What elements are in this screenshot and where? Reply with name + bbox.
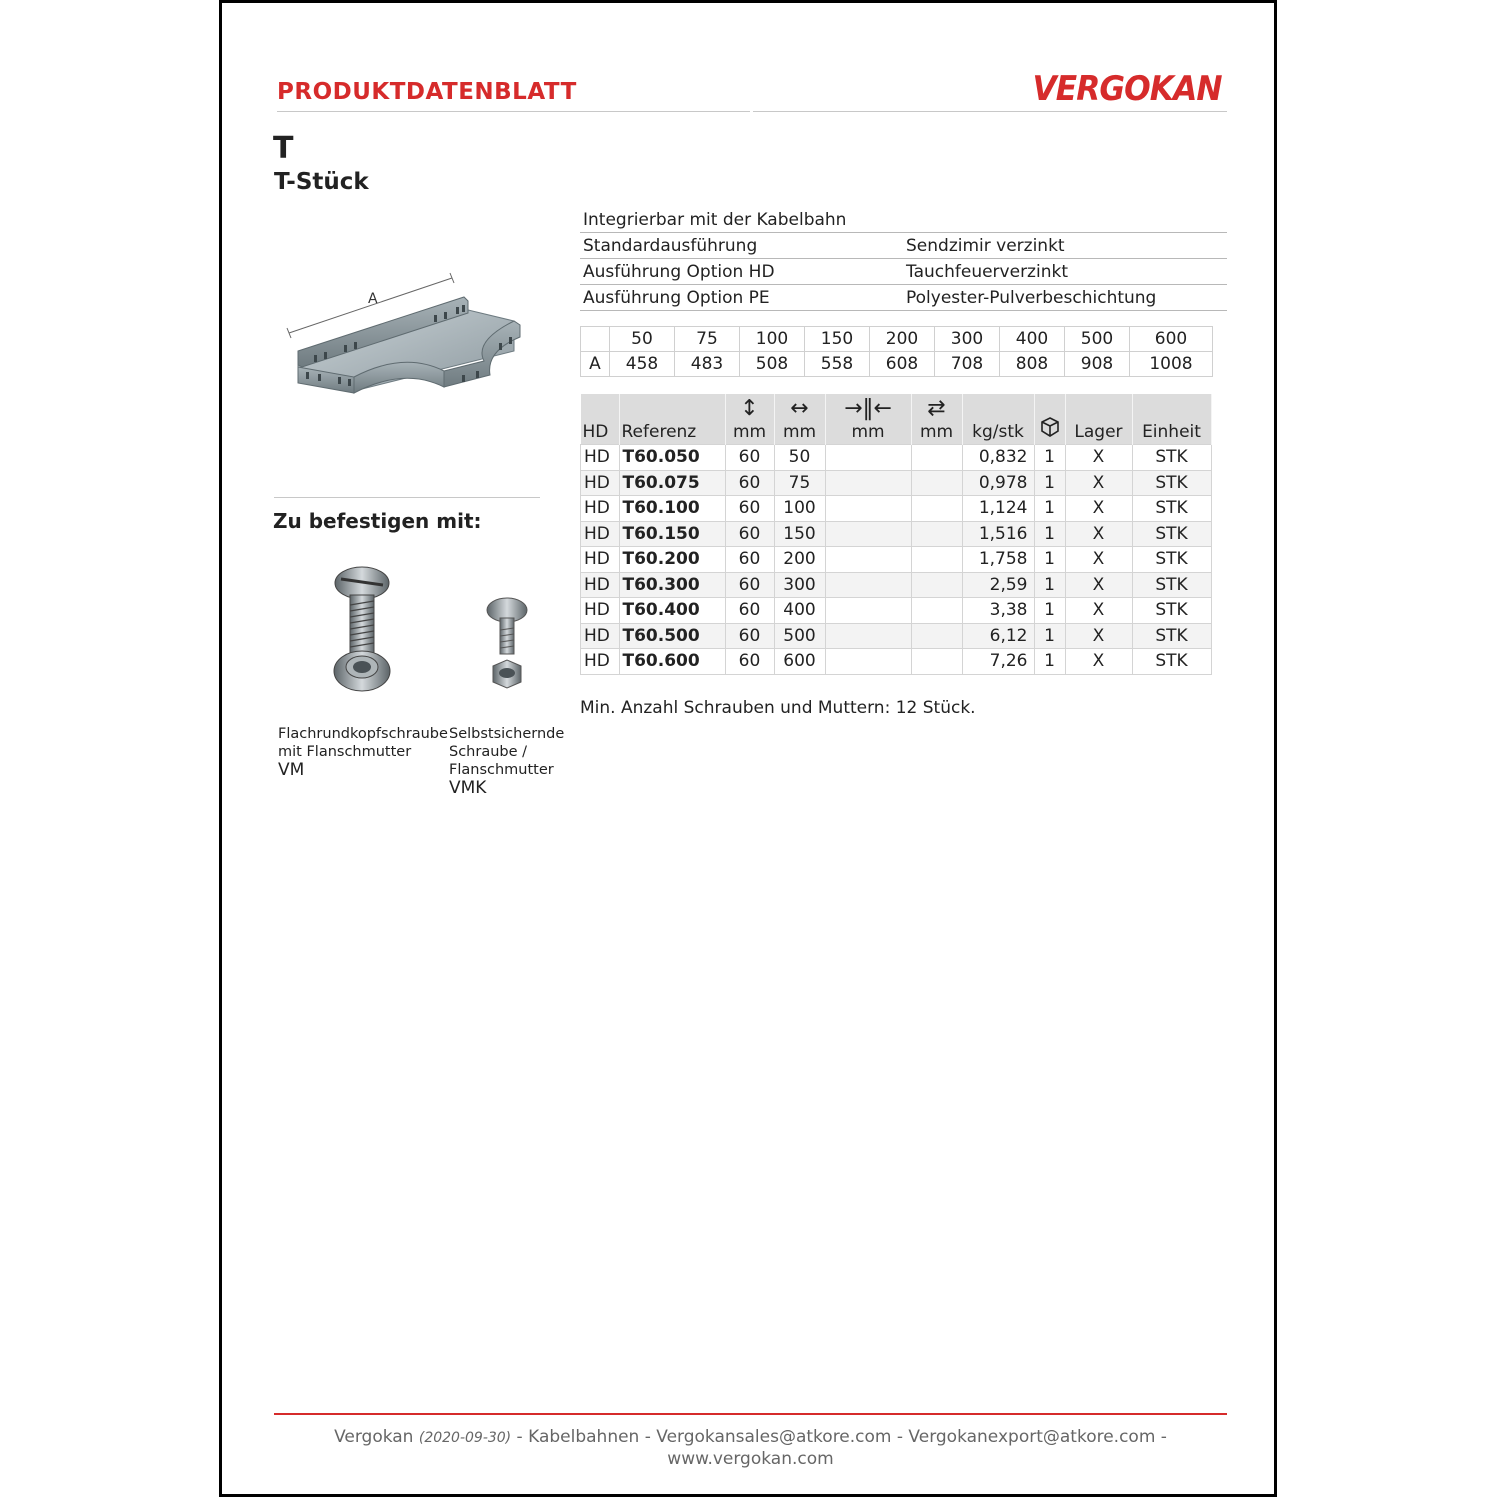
col-pack xyxy=(1034,394,1065,445)
dimension-width-cell: 300 xyxy=(935,327,1000,352)
fixing-item-vm xyxy=(278,725,448,779)
dimension-a-cell: 908 xyxy=(1065,352,1130,377)
cell-width: 500 xyxy=(774,623,825,649)
cell-referenz: T60.050 xyxy=(619,445,725,471)
col-swap-unit: mm xyxy=(919,422,954,442)
col-gap xyxy=(825,394,911,445)
dimension-a-cell: 808 xyxy=(1000,352,1065,377)
footer-date: (2020-09-30) xyxy=(418,1430,512,1446)
dimension-width-cell: 75 xyxy=(675,327,740,352)
cell-einheit: STK xyxy=(1132,470,1211,496)
cell-hd: HD xyxy=(581,572,620,598)
cell-einheit: STK xyxy=(1132,598,1211,624)
table-row xyxy=(581,572,1212,598)
min-screws-note: Min. Anzahl Schrauben und Muttern: 12 Stück. xyxy=(580,698,976,718)
fixing-divider xyxy=(274,497,540,498)
dimension-a-cell: 458 xyxy=(610,352,675,377)
cell-hd: HD xyxy=(581,649,620,675)
cell-width: 50 xyxy=(774,445,825,471)
spec-value xyxy=(903,207,1227,233)
t-piece-drawing xyxy=(284,271,524,401)
cell-swap xyxy=(911,572,962,598)
cell-height: 60 xyxy=(725,445,774,471)
spec-value: Tauchfeuerverzinkt xyxy=(903,259,1227,285)
cell-width: 600 xyxy=(774,649,825,675)
cell-weight: 1,758 xyxy=(962,547,1034,573)
cell-width: 300 xyxy=(774,572,825,598)
fixing-title: Zu befestigen mit: xyxy=(273,509,482,533)
cell-referenz: T60.100 xyxy=(619,496,725,522)
horizontal-arrow-icon: ↔ xyxy=(790,396,809,421)
fixing-item-label: mit Flanschmutter xyxy=(278,744,412,760)
table-row xyxy=(581,623,1212,649)
cell-width: 100 xyxy=(774,496,825,522)
cell-gap xyxy=(825,598,911,624)
footer-divider xyxy=(274,1413,1227,1415)
table-row xyxy=(581,470,1212,496)
cell-weight: 7,26 xyxy=(962,649,1034,675)
dimension-corner-cell xyxy=(581,327,610,352)
cell-gap xyxy=(825,521,911,547)
dimension-a-cell: 708 xyxy=(935,352,1000,377)
fixing-item-vmk xyxy=(449,725,579,797)
vertical-arrow-icon: ↕ xyxy=(740,396,759,421)
col-referenz: Referenz xyxy=(619,394,725,445)
dimension-width-cell: 200 xyxy=(870,327,935,352)
cell-einheit: STK xyxy=(1132,649,1211,675)
col-einheit: Einheit xyxy=(1132,394,1211,445)
dimension-table xyxy=(580,326,1213,377)
cell-height: 60 xyxy=(725,623,774,649)
cell-width: 75 xyxy=(774,470,825,496)
cell-pack: 1 xyxy=(1034,547,1065,573)
vergokan-logo: VERGOKAN xyxy=(1032,69,1222,109)
cell-referenz: T60.600 xyxy=(619,649,725,675)
dimension-width-cell: 400 xyxy=(1000,327,1065,352)
fixing-item-label: Flanschmutter xyxy=(449,762,554,778)
table-row xyxy=(581,649,1212,675)
dimension-a-cell: 1008 xyxy=(1130,352,1213,377)
cell-weight: 1,124 xyxy=(962,496,1034,522)
document-title: PRODUKTDATENBLATT xyxy=(277,79,577,105)
cell-height: 60 xyxy=(725,572,774,598)
spec-row xyxy=(580,207,1227,233)
cell-height: 60 xyxy=(725,649,774,675)
spec-label: Ausführung Option PE xyxy=(580,285,903,311)
cell-pack: 1 xyxy=(1034,470,1065,496)
datasheet-page xyxy=(219,0,1277,1497)
cell-gap xyxy=(825,470,911,496)
cell-weight: 6,12 xyxy=(962,623,1034,649)
spec-label: Ausführung Option HD xyxy=(580,259,903,285)
cell-width: 400 xyxy=(774,598,825,624)
cell-weight: 0,832 xyxy=(962,445,1034,471)
fixing-item-label: Flachrundkopfschraube xyxy=(278,726,448,742)
dimension-a-row xyxy=(581,352,1213,377)
cell-lager: X xyxy=(1065,470,1132,496)
swap-arrows-icon: ⇄ xyxy=(927,396,946,421)
spec-row xyxy=(580,259,1227,285)
dimension-a-label: A xyxy=(368,291,378,307)
cell-gap xyxy=(825,572,911,598)
cell-gap xyxy=(825,445,911,471)
cell-gap xyxy=(825,649,911,675)
cell-hd: HD xyxy=(581,445,620,471)
cell-lager: X xyxy=(1065,572,1132,598)
cell-lager: X xyxy=(1065,598,1132,624)
col-weight: kg/stk xyxy=(962,394,1034,445)
table-row xyxy=(581,496,1212,522)
dimension-width-cell: 50 xyxy=(610,327,675,352)
cell-height: 60 xyxy=(725,521,774,547)
spec-row xyxy=(580,285,1227,311)
product-table-header xyxy=(581,394,1212,445)
spec-table xyxy=(580,207,1227,311)
col-width xyxy=(774,394,825,445)
cell-pack: 1 xyxy=(1034,445,1065,471)
cell-hd: HD xyxy=(581,496,620,522)
col-width-unit: mm xyxy=(782,422,817,442)
table-row xyxy=(581,598,1212,624)
cell-pack: 1 xyxy=(1034,598,1065,624)
cell-pack: 1 xyxy=(1034,623,1065,649)
table-row xyxy=(581,445,1212,471)
dimension-width-cell: 500 xyxy=(1065,327,1130,352)
cell-lager: X xyxy=(1065,649,1132,675)
dimension-width-cell: 600 xyxy=(1130,327,1213,352)
table-row xyxy=(581,521,1212,547)
footer-website[interactable]: www.vergokan.com xyxy=(667,1449,834,1469)
footer-contacts: - Kabelbahnen - Vergokansales@atkore.com - Vergokanexport@atkore.com - xyxy=(511,1427,1167,1447)
header-divider-left xyxy=(277,111,750,112)
cell-swap xyxy=(911,470,962,496)
cell-height: 60 xyxy=(725,496,774,522)
cell-gap xyxy=(825,496,911,522)
cell-referenz: T60.200 xyxy=(619,547,725,573)
cell-einheit: STK xyxy=(1132,496,1211,522)
cell-referenz: T60.300 xyxy=(619,572,725,598)
col-height-unit: mm xyxy=(732,422,767,442)
cell-referenz: T60.400 xyxy=(619,598,725,624)
header-divider-right xyxy=(753,111,1227,112)
cell-hd: HD xyxy=(581,547,620,573)
spec-label: Integrierbar mit der Kabelbahn xyxy=(580,207,903,233)
cell-gap xyxy=(825,623,911,649)
product-table xyxy=(580,394,1212,675)
cell-width: 150 xyxy=(774,521,825,547)
cell-pack: 1 xyxy=(1034,649,1065,675)
spec-label: Standardausführung xyxy=(580,233,903,259)
cell-pack: 1 xyxy=(1034,572,1065,598)
cell-swap xyxy=(911,623,962,649)
cell-lager: X xyxy=(1065,445,1132,471)
col-swap xyxy=(911,394,962,445)
spec-value: Polyester-Pulverbeschichtung xyxy=(903,285,1227,311)
dimension-a-label: A xyxy=(581,352,610,377)
col-height xyxy=(725,394,774,445)
cell-hd: HD xyxy=(581,521,620,547)
cell-swap xyxy=(911,496,962,522)
dimension-a-cell: 608 xyxy=(870,352,935,377)
fixing-item-code: VM xyxy=(278,760,305,780)
dimension-a-cell: 508 xyxy=(740,352,805,377)
fixing-item-code: VMK xyxy=(449,778,487,798)
spec-row xyxy=(580,233,1227,259)
cell-pack: 1 xyxy=(1034,496,1065,522)
cell-hd: HD xyxy=(581,598,620,624)
dimension-width-cell: 100 xyxy=(740,327,805,352)
spec-value: Sendzimir verzinkt xyxy=(903,233,1227,259)
footer-line-1 xyxy=(274,1427,1227,1449)
cell-swap xyxy=(911,649,962,675)
dimension-width-row xyxy=(581,327,1213,352)
dimension-width-cell: 150 xyxy=(805,327,870,352)
col-hd: HD xyxy=(581,394,620,445)
cell-pack: 1 xyxy=(1034,521,1065,547)
cell-width: 200 xyxy=(774,547,825,573)
product-name: T-Stück xyxy=(274,169,369,195)
cell-hd: HD xyxy=(581,470,620,496)
cell-weight: 3,38 xyxy=(962,598,1034,624)
footer xyxy=(274,1427,1227,1470)
cell-weight: 1,516 xyxy=(962,521,1034,547)
bolt-vmk-image xyxy=(484,596,530,692)
cell-einheit: STK xyxy=(1132,521,1211,547)
cell-swap xyxy=(911,547,962,573)
cell-swap xyxy=(911,521,962,547)
cell-height: 60 xyxy=(725,547,774,573)
cell-lager: X xyxy=(1065,521,1132,547)
cell-height: 60 xyxy=(725,470,774,496)
cell-referenz: T60.500 xyxy=(619,623,725,649)
cell-referenz: T60.075 xyxy=(619,470,725,496)
cell-einheit: STK xyxy=(1132,572,1211,598)
col-gap-unit: mm xyxy=(851,422,885,442)
product-code: T xyxy=(273,131,294,166)
footer-company: Vergokan xyxy=(334,1427,414,1447)
col-lager: Lager xyxy=(1065,394,1132,445)
dimension-a-cell: 483 xyxy=(675,352,740,377)
cell-hd: HD xyxy=(581,623,620,649)
dimension-a-cell: 558 xyxy=(805,352,870,377)
fixing-item-label: Schraube / xyxy=(449,744,528,760)
cell-weight: 2,59 xyxy=(962,572,1034,598)
box-icon xyxy=(1039,416,1061,438)
cell-lager: X xyxy=(1065,547,1132,573)
cell-swap xyxy=(911,445,962,471)
cell-referenz: T60.150 xyxy=(619,521,725,547)
cell-gap xyxy=(825,547,911,573)
cell-einheit: STK xyxy=(1132,623,1211,649)
cell-weight: 0,978 xyxy=(962,470,1034,496)
cell-einheit: STK xyxy=(1132,547,1211,573)
cell-height: 60 xyxy=(725,598,774,624)
cell-lager: X xyxy=(1065,496,1132,522)
cell-lager: X xyxy=(1065,623,1132,649)
cell-einheit: STK xyxy=(1132,445,1211,471)
fixing-item-label: Selbstsichernde xyxy=(449,726,565,742)
cell-swap xyxy=(911,598,962,624)
inward-arrows-icon: →‖← xyxy=(844,396,892,421)
bolt-vm-image xyxy=(327,563,397,695)
table-row xyxy=(581,547,1212,573)
